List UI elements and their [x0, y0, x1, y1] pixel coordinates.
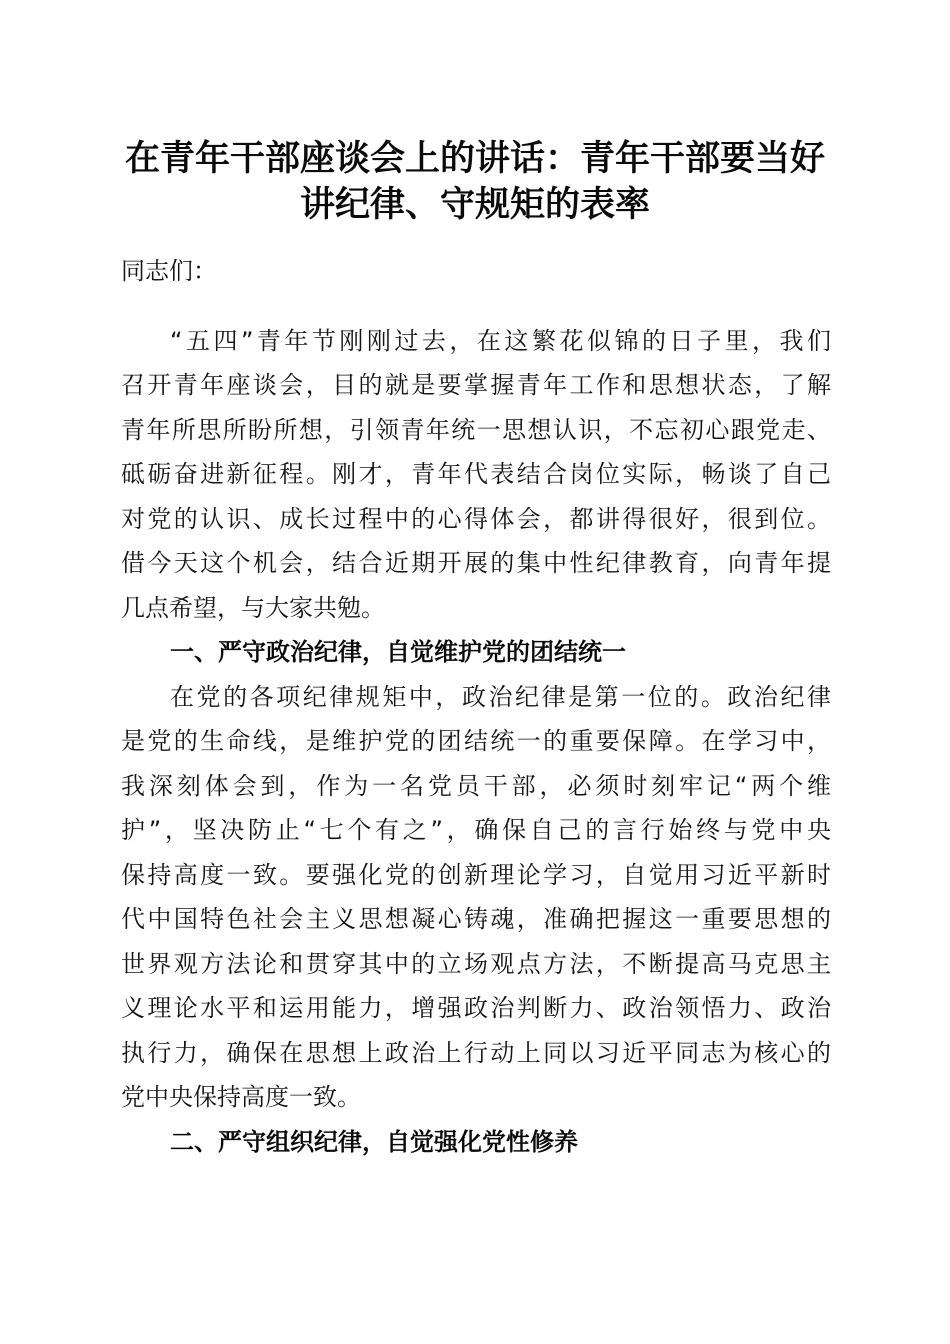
paragraph-line: 执行力，确保在思想上政治上行动上同以习近平同志为核心的 — [121, 1039, 831, 1067]
paragraph-line: 砥砺奋进新征程。刚才，青年代表结合岗位实际，畅谈了自己 — [121, 460, 831, 488]
document-title-line-1: 在青年干部座谈会上的讲话：青年干部要当好 — [124, 138, 825, 179]
paragraph-line: 在党的各项纪律规矩中，政治纪律是第一位的。政治纪律 — [170, 683, 831, 711]
paragraph-line: 召开青年座谈会，目的就是要掌握青年工作和思想状态，了解 — [121, 371, 831, 399]
salutation: 同志们： — [121, 257, 217, 285]
section-heading-2: 二、严守组织纪律，自觉强化党性修养 — [170, 1128, 578, 1156]
paragraph-line: 保持高度一致。要强化党的创新理论学习，自觉用习近平新时 — [121, 861, 831, 889]
paragraph-line: 对党的认识、成长过程中的心得体会，都讲得很好，很到位。 — [121, 505, 831, 533]
paragraph-line: 世界观方法论和贯穿其中的立场观点方法，不断提高马克思主 — [121, 950, 831, 978]
paragraph-line: 是党的生命线，是维护党的团结统一的重要保障。在学习中， — [121, 727, 831, 755]
document-title-line-2: 讲纪律、守规矩的表率 — [299, 184, 650, 225]
paragraph-line: 青年所思所盼所想，引领青年统一思想认识，不忘初心跟党走、 — [121, 416, 831, 444]
paragraph-line: 护”，坚决防止“七个有之”，确保自己的言行始终与党中央 — [121, 816, 831, 844]
paragraph-line: 借今天这个机会，结合近期开展的集中性纪律教育，向青年提 — [121, 549, 831, 577]
paragraph-line: 义理论水平和运用能力，增强政治判断力、政治领悟力、政治 — [121, 994, 831, 1022]
paragraph-line: 代中国特色社会主义思想凝心铸魂，准确把握这一重要思想的 — [121, 905, 831, 933]
section-heading-1: 一、严守政治纪律，自觉维护党的团结统一 — [170, 638, 626, 666]
paragraph-line: “五四”青年节刚刚过去，在这繁花似锦的日子里，我们 — [170, 327, 831, 355]
paragraph-line: 党中央保持高度一致。 — [121, 1083, 361, 1111]
paragraph-line: 我深刻体会到，作为一名党员干部，必须时刻牢记“两个维 — [121, 772, 831, 800]
paragraph-line: 几点希望，与大家共勉。 — [121, 594, 385, 622]
